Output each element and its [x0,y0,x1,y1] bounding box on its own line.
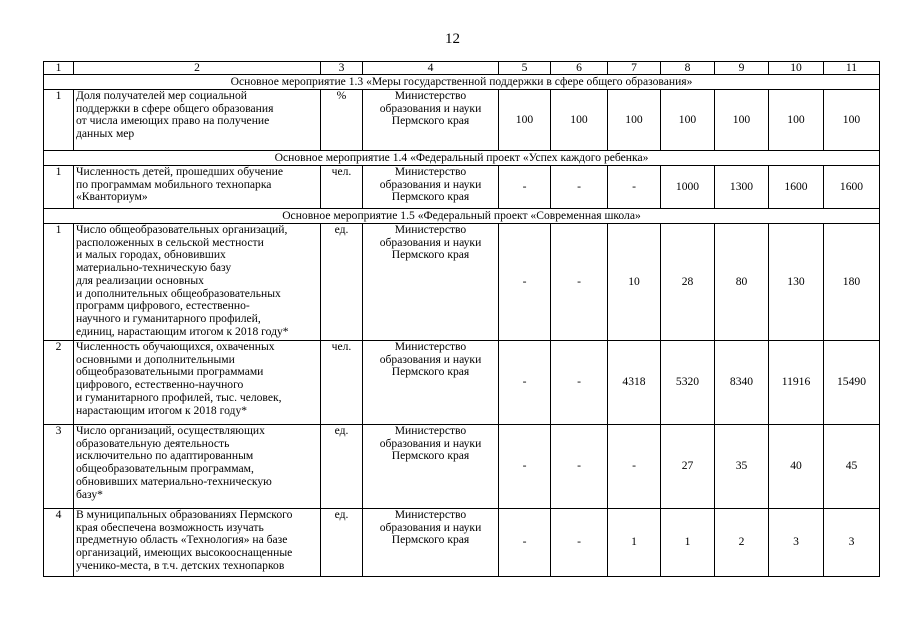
indicator-value: 1 [608,509,661,577]
column-number: 10 [769,62,824,75]
unit-of-measure: чел. [321,166,363,209]
indicator-value: - [608,166,661,209]
indicator-value: 1 [661,509,715,577]
indicator-row [44,509,880,577]
indicator-value: - [499,224,551,341]
indicator-value: 10 [608,224,661,341]
indicator-value: 8340 [715,341,769,425]
indicators-table [43,61,880,577]
indicator-value: - [551,224,608,341]
indicator-name: Численность обучающихся, охваченных основными и дополнительными общеобразовательными программами цифрового, естественно-научного и гуманитарного профилей, тыс. человек, нарастающим итогом к 2018 году* [74,341,321,425]
indicator-name: Доля получателей мер социальной поддержки в сфере общего образования от числа имеющих право на получение данных мер [74,90,321,151]
indicator-value: - [608,425,661,509]
column-number: 6 [551,62,608,75]
unit-of-measure: ед. [321,509,363,577]
row-number: 2 [44,341,74,425]
indicator-value: 4318 [608,341,661,425]
unit-of-measure: ед. [321,425,363,509]
row-number: 4 [44,509,74,577]
section-heading: Основное мероприятие 1.5 «Федеральный проект «Современная школа» [44,209,880,224]
indicator-value: - [551,341,608,425]
row-number: 1 [44,166,74,209]
indicator-row [44,90,880,151]
indicator-value: - [551,425,608,509]
indicator-name: В муниципальных образованиях Пермского края обеспечена возможность изучать предметную область «Технология» на базе организаций, имеющих высокооснащенные ученико-места, в т.ч. детских технопарков [74,509,321,577]
column-number: 3 [321,62,363,75]
indicator-name: Численность детей, прошедших обучение по программам мобильного технопарка «Кванториум» [74,166,321,209]
indicator-value: 1600 [769,166,824,209]
indicator-row [44,224,880,341]
indicator-value: 15490 [824,341,880,425]
indicator-value: 1000 [661,166,715,209]
column-number: 11 [824,62,880,75]
unit-of-measure: % [321,90,363,151]
indicator-value: 45 [824,425,880,509]
unit-of-measure: чел. [321,341,363,425]
indicator-value: 3 [824,509,880,577]
indicator-value: 1600 [824,166,880,209]
column-number: 4 [363,62,499,75]
indicator-value: 100 [661,90,715,151]
column-number: 1 [44,62,74,75]
indicator-name: Число организаций, осуществляющих образовательную деятельность исключительно по адаптированным общеобразовательным программам, обновивших материально-техническую базу* [74,425,321,509]
indicator-value: - [551,166,608,209]
responsible-body: Министерство образования и науки Пермского края [363,509,499,577]
indicator-value: 5320 [661,341,715,425]
indicator-value: 3 [769,509,824,577]
indicator-value: 100 [551,90,608,151]
column-number: 8 [661,62,715,75]
indicator-value: - [499,509,551,577]
column-number-row [44,62,880,75]
indicator-value: 2 [715,509,769,577]
page-number: 12 [445,31,460,47]
indicator-value: 100 [608,90,661,151]
responsible-body: Министерство образования и науки Пермского края [363,166,499,209]
indicator-row [44,341,880,425]
column-number: 7 [608,62,661,75]
responsible-body: Министерство образования и науки Пермского края [363,425,499,509]
section-heading-row [44,151,880,166]
section-heading-row [44,75,880,90]
indicator-row [44,166,880,209]
column-number: 5 [499,62,551,75]
indicator-value: 35 [715,425,769,509]
row-number: 1 [44,90,74,151]
indicator-value: 100 [499,90,551,151]
unit-of-measure: ед. [321,224,363,341]
indicator-value: 100 [769,90,824,151]
responsible-body: Министерство образования и науки Пермского края [363,341,499,425]
indicator-value: 80 [715,224,769,341]
indicator-value: 40 [769,425,824,509]
indicator-value: 1300 [715,166,769,209]
indicator-value: - [499,341,551,425]
responsible-body: Министерство образования и науки Пермского края [363,224,499,341]
indicator-value: 27 [661,425,715,509]
indicator-value: 28 [661,224,715,341]
section-heading: Основное мероприятие 1.4 «Федеральный проект «Успех каждого ребенка» [44,151,880,166]
table-body [44,62,880,577]
indicator-value: 11916 [769,341,824,425]
indicator-value: 180 [824,224,880,341]
indicator-value: 130 [769,224,824,341]
indicator-value: - [499,425,551,509]
section-heading: Основное мероприятие 1.3 «Меры государственной поддержки в сфере общего образования» [44,75,880,90]
indicator-value: 100 [824,90,880,151]
indicator-value: - [551,509,608,577]
responsible-body: Министерство образования и науки Пермского края [363,90,499,151]
indicator-name: Число общеобразовательных организаций, расположенных в сельской местности и малых городах, обновивших материально-техническую базу для реализации основных и дополнительных общеобразовательных программ цифрового, естественно- научного и гуманитарного профилей, единиц, нарастающим итогом к 2018 году* [74,224,321,341]
column-number: 2 [74,62,321,75]
row-number: 1 [44,224,74,341]
indicator-value: 100 [715,90,769,151]
column-number: 9 [715,62,769,75]
indicator-value: - [499,166,551,209]
section-heading-row [44,209,880,224]
indicator-row [44,425,880,509]
row-number: 3 [44,425,74,509]
